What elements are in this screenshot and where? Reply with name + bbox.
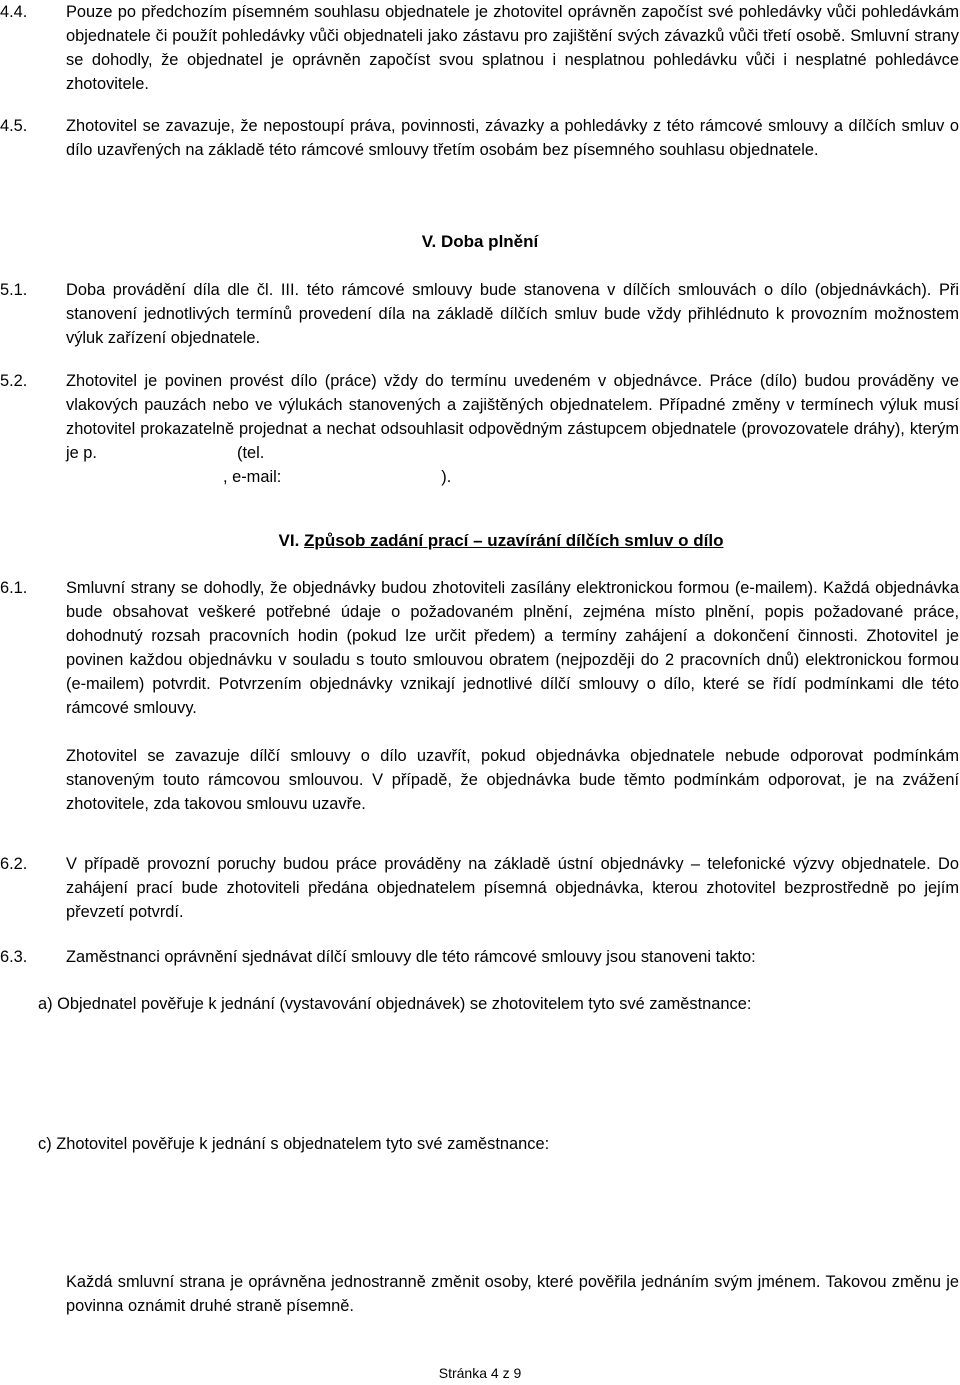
paragraph: Pouze po předchozím písemném souhlasu objednatele je zhotovitel oprávněn započíst své pohledávky vůči pohledávkám objednatele či použít pohledávky vůči objednateli jako zástavu pro zajištění svých závazků vůči třetí osobě. Smluvní strany se dohodly, že objednatel je oprávněn započíst svou splatnou i nesplatnou pohledávku vůči i nesplatné pohledávce zhotovitele.: [66, 3, 959, 93]
tel-label: (tel.: [236, 444, 265, 462]
section-number: 6.1.: [0, 579, 28, 597]
section-number: 6.2.: [0, 855, 28, 873]
heading-underlined: Způsob zadání prací – uzavírání dílčích smluv o dílo: [304, 531, 724, 550]
list-item-c: c) Zhotovitel pověřuje k jednání s objednatelem tyto své zaměstnance:: [38, 1135, 550, 1153]
section-number: 6.3.: [0, 948, 28, 966]
section-text: [66, 576, 959, 816]
section-number: 5.1.: [0, 281, 28, 299]
paragraph: [66, 369, 959, 465]
paragraph: Smluvní strany se dohodly, že objednávky budou zhotoviteli zasílány elektronickou formou (e-mailem). Každá objednávka bude obsahovat veškeré potřebné údaje o požadovaném plnění, zejména místo plnění, popis požadované práce, dohodnutý rozsah pracovních hodin (pokud lze určit předem) a termíny zahájení a dokončení činnosti. Zhotovitel je povinen každou objednávku v souladu s touto smlouvou obratem (nejpozději do 2 pracovních dnů) elektronickou formou (e-mailem) potvrdit. Potvrzením objednávky vznikají jednotlivé dílčí smlouvy o dílo, které se řídí podmínkami dle této rámcové smlouvy.: [66, 579, 959, 717]
closing-paragraph: Každá smluvní strana je oprávněna jednostranně změnit osoby, které pověřila jednáním svým jménem. Takovou změnu je povinna oznámit druhé straně písemně.: [66, 1273, 959, 1315]
section-text: [66, 945, 959, 969]
section-text: [66, 369, 959, 489]
list-item-a: a) Objednatel pověřuje k jednání (vystavování objednávek) se zhotovitelem tyto své zaměstnance:: [38, 995, 752, 1013]
section-number: 5.2.: [0, 372, 28, 390]
section-number: 4.5.: [0, 117, 28, 135]
section-text: [66, 852, 959, 924]
paragraph: Doba provádění díla dle čl. III. této rámcové smlouvy bude stanovena v dílčích smlouvách o dílo (objednávkách). Při stanovení jednotlivých termínů provedení díla na základě dílčích smluv bude vždy přihlédnuto k provozním možnostem výluk zařízení objednatele.: [66, 281, 959, 347]
section-text: [66, 278, 959, 350]
closing-paren: ).: [441, 468, 452, 486]
paragraph: V případě provozní poruchy budou práce prováděny na základě ústní objednávky – telefonické výzvy objednatele. Do zahájení prací bude zhotoviteli předána objednatelem písemná objednávka, kterou zhotovitel bezprostředně po jejím převzetí potvrdí.: [66, 855, 959, 921]
section-text: [66, 114, 959, 162]
section-text: [66, 1270, 959, 1318]
email-line: [66, 465, 959, 489]
heading-prefix: VI.: [278, 531, 305, 550]
paragraph: Zaměstnanci oprávnění sjednávat dílčí smlouvy dle této rámcové smlouvy jsou stanoveni takto:: [66, 948, 756, 966]
page-footer: Stránka 4 z 9: [438, 1365, 522, 1381]
email-label: , e-mail:: [223, 468, 282, 486]
section-text: [66, 0, 959, 96]
paragraph: Zhotovitel se zavazuje, že nepostoupí práva, povinnosti, závazky a pohledávky z této rámcové smlouvy a dílčích smluv o dílo uzavřených na základě této rámcové smlouvy třetím osobám bez písemného souhlasu objednatele.: [66, 117, 959, 159]
heading-v-doba-plneni: V. Doba plnění: [421, 232, 539, 251]
paragraph-2: Zhotovitel se zavazuje dílčí smlouvy o dílo uzavřít, pokud objednávka objednatele nebude odporovat podmínkám stanoveným touto rámcovou smlouvou. V případě, že objednávka bude těmto podmínkám odporovat, je na zvážení zhotovitele, zda takovou smlouvu uzavře.: [66, 747, 959, 813]
paragraph-main: Zhotovitel je povinen provést dílo (práce) vždy do termínu uvedeném v objednávce. Práce (dílo) budou prováděny ve vlakových pauzách nebo ve výlukách stanovených a zajištěných objednatelem. Případné změny v termínech výluk musí zhotovitel prokazatelně projednat a nechat odsouhlasit odpovědným zástupcem objednatele (provozovatele dráhy), kterým je p.: [66, 372, 959, 462]
heading-vi: [0, 529, 960, 553]
section-number: 4.4.: [0, 3, 28, 21]
